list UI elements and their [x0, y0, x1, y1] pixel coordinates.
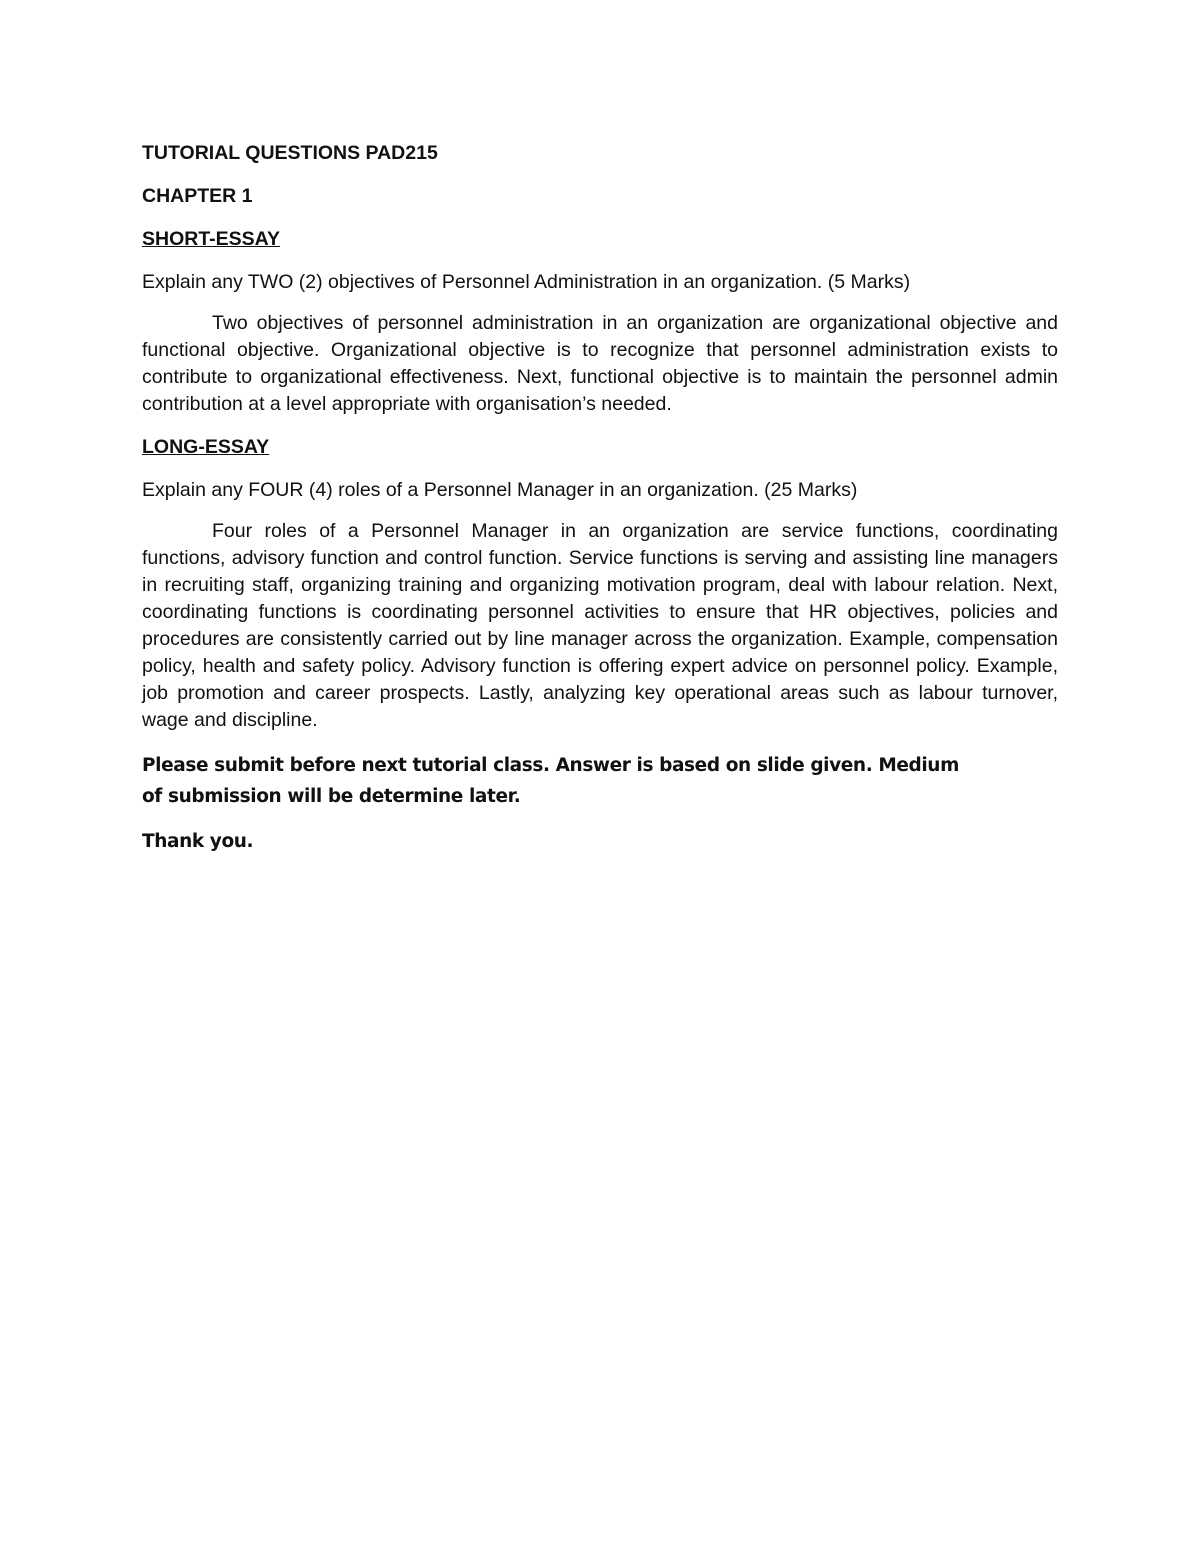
- long-essay-answer: Four roles of a Personnel Manager in an organization are service functions, coordinating functions, advisory function and control function. Service functions is serving and assisting line managers in recruiting staff, organizing training and organizing motivation program, deal with labour relation. Next, coordinating functions is coordinating personnel activities to ensure that HR objectives, policies and procedures are consistently carried out by line manager across the organization. Example, compensation policy, health and safety policy. Advisory function is offering expert advice on personnel policy. Example, job promotion and career prospects. Lastly, analyzing key operational areas such as labour turnover, wage and discipline.: [142, 520, 1058, 731]
- short-essay-question: Explain any TWO (2) objectives of Personnel Administration in an organization. (5 Marks): [142, 271, 911, 293]
- submission-note: Please submit before next tutorial class. Answer is based on slide given. Medium of submission will be determine later.: [142, 755, 959, 807]
- long-essay-heading: LONG-ESSAY: [142, 436, 270, 458]
- short-essay-heading: SHORT-ESSAY: [142, 228, 280, 250]
- document-body: [142, 140, 1058, 857]
- long-essay-question: Explain any FOUR (4) roles of a Personnel Manager in an organization. (25 Marks): [142, 479, 858, 501]
- closing-text: Thank you.: [142, 831, 254, 852]
- document-title: TUTORIAL QUESTIONS PAD215: [142, 142, 438, 164]
- short-essay-answer: Two objectives of personnel administration in an organization are organizational objective and functional objective. Organizational objective is to recognize that personnel administration exists to contribute to organizational effectiveness. Next, functional objective is to maintain the personnel admin contribution at a level appropriate with organisation’s needed.: [142, 312, 1058, 415]
- chapter-heading: CHAPTER 1: [142, 185, 253, 207]
